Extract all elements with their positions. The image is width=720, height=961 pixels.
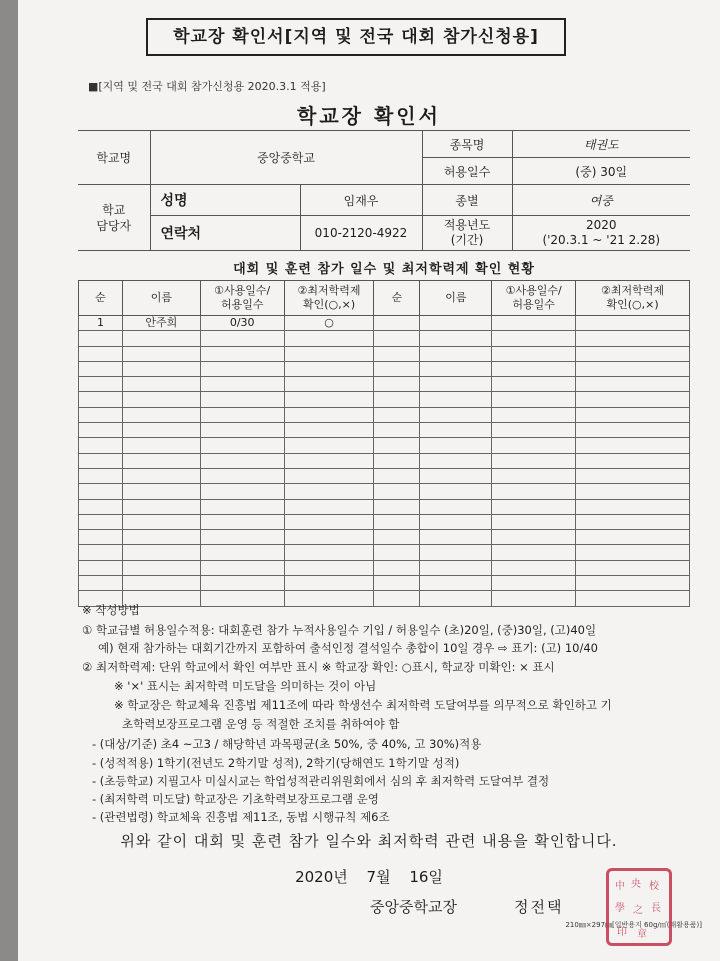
- table-cell: [200, 514, 284, 529]
- header-title-box: 학교장 확인서[지역 및 전국 대회 참가신청용]: [146, 18, 566, 56]
- table-row: [79, 392, 690, 407]
- table-cell: [122, 560, 200, 575]
- table-row: [79, 407, 690, 422]
- table-cell: [576, 453, 690, 468]
- table-cell: [576, 346, 690, 361]
- table-cell: [374, 346, 420, 361]
- table-cell: [284, 453, 374, 468]
- contact-phone-value: 010-2120-4922: [300, 216, 422, 251]
- table-cell: [79, 361, 123, 376]
- school-info-table: [78, 130, 690, 251]
- table-cell: [576, 499, 690, 514]
- table-row: [79, 530, 690, 545]
- table-cell: ○: [284, 316, 374, 331]
- table-cell: [420, 423, 492, 438]
- table-cell: [492, 545, 576, 560]
- table-cell: [374, 453, 420, 468]
- table-cell: [122, 576, 200, 591]
- table-row: [79, 316, 690, 331]
- table-cell: [284, 407, 374, 422]
- participation-table: [78, 280, 690, 607]
- table-cell: [284, 576, 374, 591]
- table-cell: [374, 545, 420, 560]
- table-cell: [200, 377, 284, 392]
- table-cell: [79, 438, 123, 453]
- apply-period-value: ('20.3.1 ~ '21 2.28): [542, 233, 661, 247]
- table-cell: [492, 530, 576, 545]
- gender-label: 종별: [422, 185, 512, 216]
- table-cell: [79, 423, 123, 438]
- table-cell: [492, 576, 576, 591]
- note-line-8: - (성적적용) 1학기(전년도 2학기말 성적), 2학기(당해연도 1학기말 성적): [92, 756, 460, 770]
- paper-spec: 210㎜×297㎜[일반용지 60g/㎡(재활용품)]: [565, 921, 702, 929]
- table-cell: [284, 331, 374, 346]
- table-cell: [576, 438, 690, 453]
- table-cell: [200, 423, 284, 438]
- table-cell: [284, 591, 374, 606]
- table-cell: [420, 331, 492, 346]
- table-cell: [200, 576, 284, 591]
- table-header-cell: 이름: [122, 281, 200, 316]
- document-page: [18, 0, 720, 961]
- table-header-cell: ②최저학력제 확인(○,×): [284, 281, 374, 316]
- table-cell: [374, 576, 420, 591]
- table-cell: [492, 361, 576, 376]
- table-cell: [200, 346, 284, 361]
- table-cell: [284, 346, 374, 361]
- note-line-11: - (관련법령) 학교체육 진흥법 제11조, 동법 시행규칙 제6조: [92, 810, 390, 824]
- table-cell: [284, 514, 374, 529]
- table-cell: [200, 361, 284, 376]
- table-cell: [576, 545, 690, 560]
- table-cell: [492, 346, 576, 361]
- table-cell: [284, 499, 374, 514]
- event-value: 태권도: [512, 131, 690, 158]
- table-row: [79, 591, 690, 606]
- table-row: [79, 453, 690, 468]
- table-row: [79, 514, 690, 529]
- contact-name-label: 성명: [150, 185, 300, 216]
- table-cell: [576, 530, 690, 545]
- allowed-days-value: (중) 30일: [512, 158, 690, 185]
- table-cell: 1: [79, 316, 123, 331]
- table-cell: [420, 468, 492, 483]
- table-cell: [576, 514, 690, 529]
- table-cell: [374, 468, 420, 483]
- section-title: 대회 및 훈련 참가 일수 및 최저학력제 확인 현황: [233, 262, 535, 277]
- table-cell: [79, 331, 123, 346]
- table-cell: [492, 484, 576, 499]
- note-line-1: ① 학교급별 허용일수적용: 대회훈련 참가 누적사용일수 기입 / 허용일수 (초)20일, (중)30일, (고)40일: [82, 623, 597, 637]
- table-cell: [284, 484, 374, 499]
- table-header-cell: 이름: [420, 281, 492, 316]
- table-cell: [420, 346, 492, 361]
- table-cell: 0/30: [200, 316, 284, 331]
- table-row: [79, 499, 690, 514]
- signer-name: 정전택: [514, 898, 564, 916]
- table-cell: [374, 514, 420, 529]
- table-cell: [420, 576, 492, 591]
- table-row: [79, 576, 690, 591]
- table-cell: [492, 438, 576, 453]
- table-cell: [420, 545, 492, 560]
- table-cell: [79, 453, 123, 468]
- table-row: [79, 545, 690, 560]
- table-row: [79, 377, 690, 392]
- table-cell: [122, 438, 200, 453]
- table-cell: [420, 361, 492, 376]
- table-cell: [492, 392, 576, 407]
- contact-name-value: 임재우: [300, 185, 422, 216]
- table-cell: [79, 576, 123, 591]
- apply-year-label: 적용년도 (기간): [422, 216, 512, 251]
- table-header-cell: 순: [79, 281, 123, 316]
- school-name-value: 중앙중학교: [150, 131, 422, 185]
- table-cell: [200, 468, 284, 483]
- note-line-3: ② 최저학력제: 단위 학교에서 확인 여부만 표시 ※ 학교장 확인: ○표시, 학교장 미확인: × 표시: [82, 660, 555, 674]
- note-line-10: - (최저학력 미도달) 학교장은 기초학력보장프로그램 운영: [92, 792, 379, 806]
- table-cell: [492, 591, 576, 606]
- table-cell: [420, 407, 492, 422]
- table-cell: [420, 591, 492, 606]
- table-cell: [284, 468, 374, 483]
- principal-seal-stamp: 中 央 校 學 之 長 印 章: [606, 868, 672, 946]
- table-cell: [122, 407, 200, 422]
- event-label: 종목명: [422, 131, 512, 158]
- table-cell: [576, 392, 690, 407]
- table-cell: [492, 331, 576, 346]
- table-cell: [200, 591, 284, 606]
- note-line-7: - (대상/기준) 초4 ~고3 / 해당학년 과목평균(초 50%, 중 40%, 고 30%)적용: [92, 737, 482, 751]
- table-cell: [374, 331, 420, 346]
- table-cell: [576, 331, 690, 346]
- table-cell: [492, 407, 576, 422]
- table-cell: [284, 423, 374, 438]
- table-row: [79, 438, 690, 453]
- table-cell: [122, 468, 200, 483]
- table-cell: [200, 530, 284, 545]
- table-header-cell: ②최저학력제 확인(○,×): [576, 281, 690, 316]
- table-cell: [492, 560, 576, 575]
- table-cell: [284, 392, 374, 407]
- note-line-6: 초학력보장프로그램 운영 등 적절한 조치를 취하여야 함: [122, 717, 400, 731]
- table-cell: [420, 316, 492, 331]
- table-cell: [374, 438, 420, 453]
- table-cell: [576, 361, 690, 376]
- table-cell: [200, 331, 284, 346]
- table-cell: 안주희: [122, 316, 200, 331]
- table-cell: [492, 423, 576, 438]
- table-cell: [284, 560, 374, 575]
- table-cell: [122, 514, 200, 529]
- table-cell: [576, 576, 690, 591]
- table-cell: [420, 377, 492, 392]
- table-cell: [284, 530, 374, 545]
- table-cell: [374, 392, 420, 407]
- table-row: [79, 423, 690, 438]
- table-cell: [79, 514, 123, 529]
- table-cell: [374, 423, 420, 438]
- gender-value: 여중: [512, 185, 690, 216]
- table-row: [79, 361, 690, 376]
- table-cell: [122, 331, 200, 346]
- table-cell: [79, 346, 123, 361]
- table-row: [79, 560, 690, 575]
- table-cell: [122, 346, 200, 361]
- table-cell: [576, 484, 690, 499]
- table-cell: [79, 530, 123, 545]
- table-cell: [122, 392, 200, 407]
- table-cell: [122, 423, 200, 438]
- table-cell: [374, 361, 420, 376]
- table-cell: [79, 377, 123, 392]
- table-cell: [374, 407, 420, 422]
- table-cell: [122, 484, 200, 499]
- issue-date: 2020년 7월 16일: [295, 868, 443, 886]
- table-row: [79, 484, 690, 499]
- table-cell: [79, 560, 123, 575]
- table-cell: [284, 438, 374, 453]
- table-header-cell: ①사용일수/ 허용일수: [492, 281, 576, 316]
- notes-heading: ※ 작성방법: [82, 603, 140, 617]
- table-cell: [492, 316, 576, 331]
- table-cell: [122, 377, 200, 392]
- note-line-5: ※ 학교장은 학교체육 진흥법 제11조에 따라 학생선수 최저학력 도달여부를 의무적으로 확인하고 기: [114, 698, 612, 712]
- table-cell: [200, 438, 284, 453]
- table-cell: [374, 499, 420, 514]
- table-cell: [374, 530, 420, 545]
- table-header-cell: 순: [374, 281, 420, 316]
- table-cell: [122, 453, 200, 468]
- table-cell: [200, 392, 284, 407]
- note-line-2: 예) 현재 참가하는 대회기간까지 포함하여 출석인정 결석일수 총합이 10일 경우 ⇨ 표기: (고) 10/40: [98, 641, 598, 655]
- contact-group-label: 학교 담당자: [78, 185, 150, 251]
- table-cell: [576, 316, 690, 331]
- table-cell: [420, 560, 492, 575]
- table-cell: [420, 514, 492, 529]
- table-cell: [79, 468, 123, 483]
- table-cell: [79, 407, 123, 422]
- table-cell: [200, 484, 284, 499]
- table-cell: [576, 377, 690, 392]
- table-cell: [200, 499, 284, 514]
- table-cell: [492, 377, 576, 392]
- table-cell: [420, 453, 492, 468]
- table-cell: [79, 392, 123, 407]
- table-cell: [284, 361, 374, 376]
- table-header-cell: ①사용일수/ 허용일수: [200, 281, 284, 316]
- table-cell: [374, 484, 420, 499]
- table-cell: [200, 560, 284, 575]
- form-subheader: ■[지역 및 전국 대회 참가신청용 2020.3.1 적용]: [88, 80, 326, 93]
- note-line-9: - (초등학교) 지필고사 미실시교는 학업성적관리위원회에서 심의 후 최저학력 도달여부 결정: [92, 774, 550, 788]
- table-cell: [374, 377, 420, 392]
- table-cell: [200, 453, 284, 468]
- contact-phone-label: 연락처: [150, 216, 300, 251]
- table-cell: [374, 591, 420, 606]
- table-cell: [492, 453, 576, 468]
- table-cell: [420, 438, 492, 453]
- table-cell: [122, 530, 200, 545]
- apply-year-value: 2020: [585, 218, 617, 232]
- signer-school: 중앙중학교장: [370, 898, 457, 916]
- table-row: [79, 331, 690, 346]
- table-cell: [122, 361, 200, 376]
- table-cell: [200, 407, 284, 422]
- table-cell: [79, 484, 123, 499]
- table-cell: [576, 591, 690, 606]
- table-cell: [284, 377, 374, 392]
- confirmation-statement: 위와 같이 대회 및 훈련 참가 일수와 최저학력 관련 내용을 확인합니다.: [120, 832, 618, 850]
- table-cell: [122, 499, 200, 514]
- table-cell: [576, 560, 690, 575]
- table-cell: [79, 499, 123, 514]
- table-cell: [284, 545, 374, 560]
- table-row: [79, 468, 690, 483]
- form-title: 학교장 확인서: [297, 104, 441, 128]
- apply-year-cell: [512, 216, 690, 251]
- allowed-days-label: 허용일수: [422, 158, 512, 185]
- table-cell: [374, 316, 420, 331]
- table-cell: [420, 484, 492, 499]
- table-cell: [79, 545, 123, 560]
- table-cell: [492, 514, 576, 529]
- table-cell: [420, 392, 492, 407]
- note-line-4: ※ '×' 표시는 최저학력 미도달을 의미하는 것이 아님: [114, 679, 377, 693]
- school-name-label: 학교명: [78, 131, 150, 185]
- table-cell: [576, 423, 690, 438]
- table-cell: [492, 468, 576, 483]
- table-cell: [576, 407, 690, 422]
- table-cell: [420, 530, 492, 545]
- table-cell: [374, 560, 420, 575]
- table-cell: [576, 468, 690, 483]
- table-cell: [200, 545, 284, 560]
- table-cell: [420, 499, 492, 514]
- table-cell: [122, 545, 200, 560]
- table-row: [79, 346, 690, 361]
- table-cell: [492, 499, 576, 514]
